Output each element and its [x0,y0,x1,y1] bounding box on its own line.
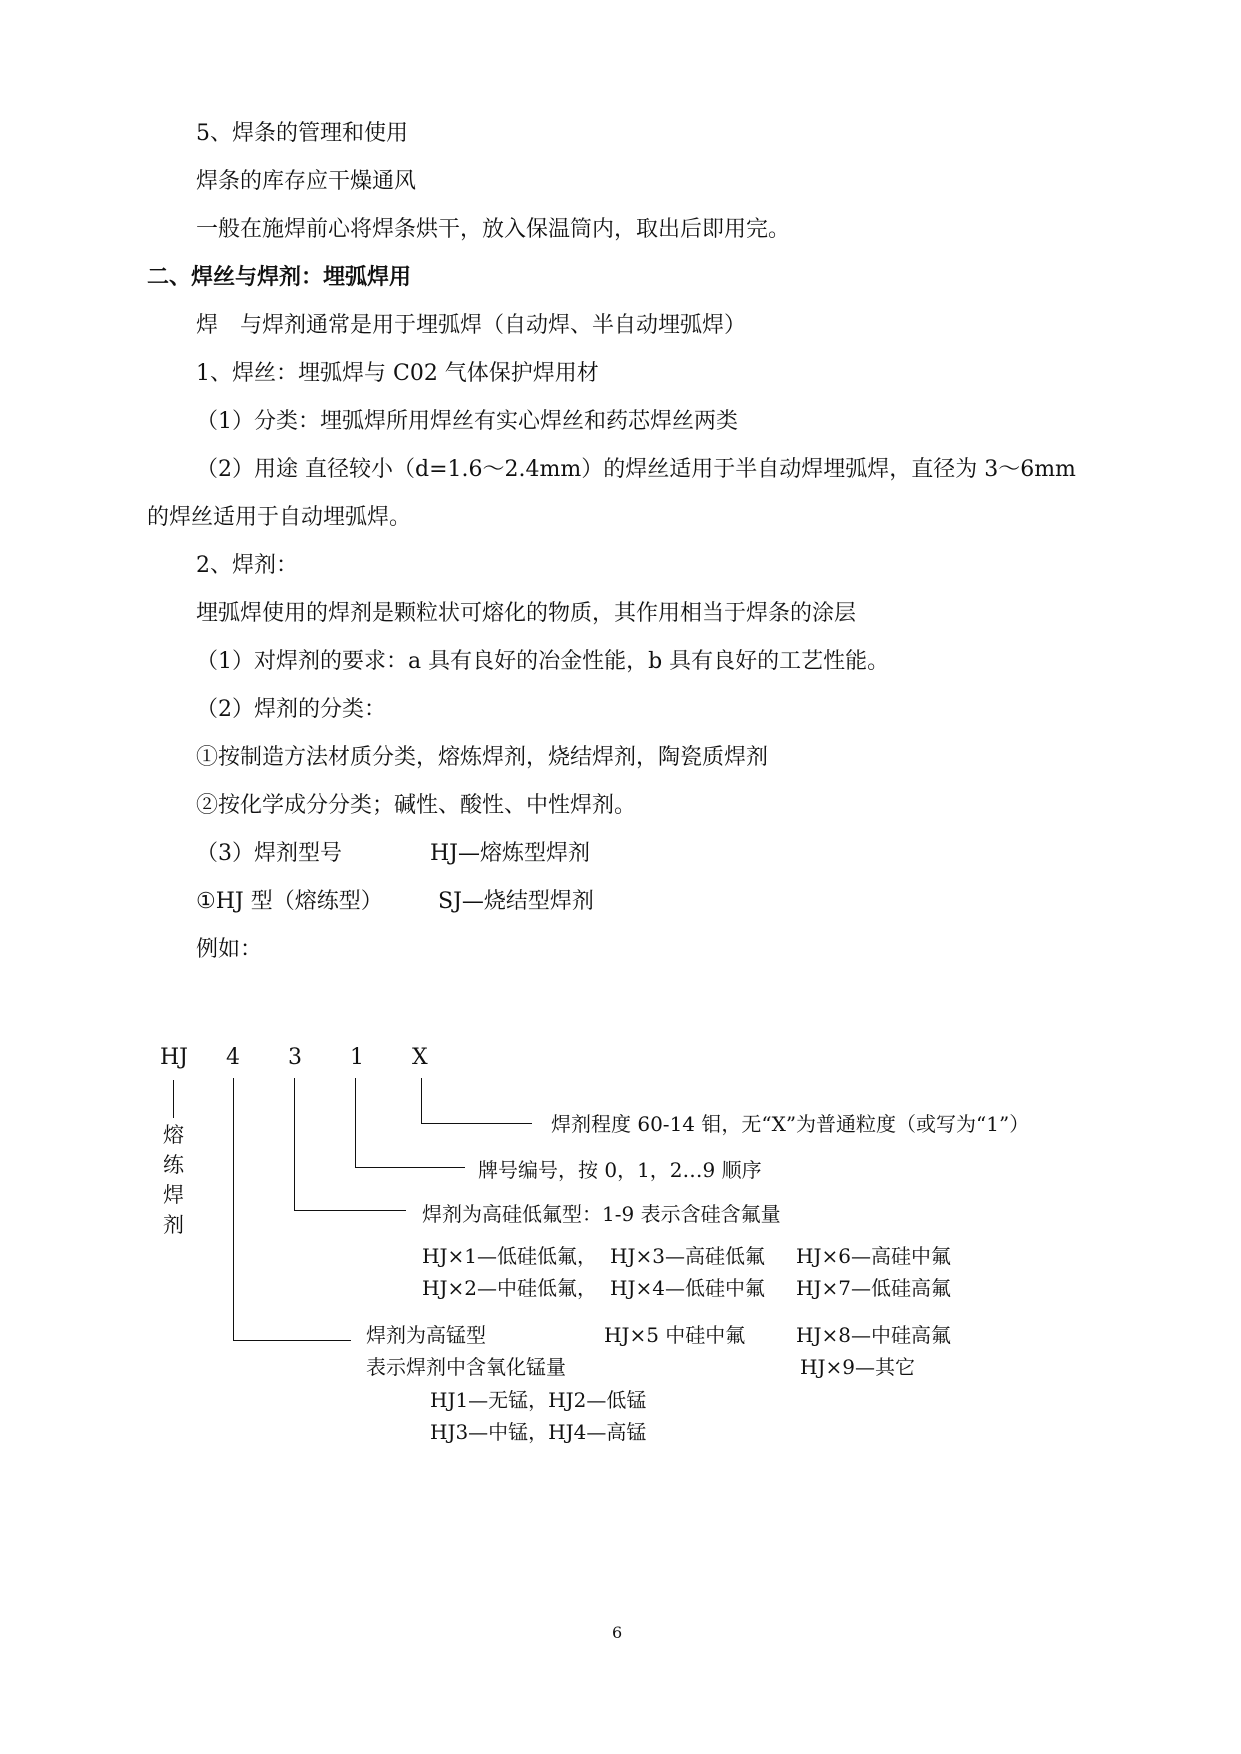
bracket-3-vertical [294,1078,295,1211]
digit4-description: 焊剂为高锰型 [366,1323,486,1347]
bracket-x-horizontal [421,1123,532,1124]
type-table-cell: HJ×3—高硅低氟 [610,1244,765,1268]
code-digit-3: 3 [288,1045,302,1070]
type-table-cell: HJ×1—低硅低氟， [422,1244,597,1268]
paragraph: ①按制造方法材质分类，熔炼焊剂，烧结焊剂，陶瓷质焊剂 [196,745,769,770]
code-digit-1: 1 [350,1045,364,1070]
digit3-description: 焊剂为高硅低氟型：1-9 表示含硅含氟量 [422,1202,781,1226]
vertical-label-char: 剂 [163,1213,184,1237]
paragraph: 2、焊剂： [196,553,298,578]
bracket-1-horizontal [355,1167,465,1168]
paragraph: （1）分类：埋弧焊所用焊丝有实心焊丝和药芯焊丝两类 [196,409,738,434]
paragraph: 焊 与焊剂通常是用于埋弧焊（自动焊、半自动埋弧焊） [196,313,747,338]
code-x: X [412,1045,428,1070]
paragraph: HJ—熔炼型焊剂 [430,841,591,866]
bracket-x-vertical [421,1078,422,1124]
code-digit-4: 4 [226,1045,240,1070]
bracket-3-horizontal [294,1210,406,1211]
vertical-label-char: 熔 [163,1123,184,1147]
bracket-1-vertical [355,1078,356,1168]
bracket-4-vertical [233,1078,234,1341]
vertical-label-char: 练 [163,1153,184,1177]
page-number: 6 [612,1623,623,1642]
code-hj: HJ [160,1045,189,1070]
type-table-cell: HJ×5 中硅中氟 [604,1323,746,1347]
paragraph: 的焊丝适用于自动埋弧焊。 [147,505,412,530]
paragraph: （2）焊剂的分类： [196,697,386,722]
paragraph: ②按化学成分分类；碱性、酸性、中性焊剂。 [196,793,637,818]
vertical-label-char: 焊 [163,1183,184,1207]
digit1-description: 牌号编号，按 0，1，2…9 顺序 [478,1158,762,1182]
type-table-cell: HJ×2—中硅低氟， [422,1276,597,1300]
paragraph: （1）对焊剂的要求：a 具有良好的冶金性能，b 具有良好的工艺性能。 [196,649,890,674]
type-table-cell: HJ×7—低硅高氟 [796,1276,951,1300]
paragraph: 焊条的库存应干燥通风 [196,169,417,194]
paragraph: 5、焊条的管理和使用 [196,121,408,146]
bracket-4-horizontal [233,1340,351,1341]
paragraph: 埋弧焊使用的焊剂是颗粒状可熔化的物质，其作用相当于焊条的涂层 [196,601,857,626]
hj-connector-line [173,1080,174,1118]
x-description: 焊剂程度 60-14 钼，无“X”为普通粒度（或写为“1”） [551,1112,1030,1136]
type-table-cell: HJ×8—中硅高氟 [796,1323,951,1347]
type-table-cell: HJ×9—其它 [800,1355,915,1379]
manganese-levels: HJ3—中锰，HJ4—高锰 [430,1420,647,1444]
section-heading: 二、焊丝与焊剂：埋弧焊用 [147,265,412,290]
type-table-cell: HJ×4—低硅中氟 [610,1276,765,1300]
paragraph: （3）焊剂型号 [196,841,342,866]
paragraph: 例如： [196,937,263,962]
paragraph: （2）用途 直径较小（d=1.6～2.4mm）的焊丝适用于半自动焊埋弧焊，直径为 3～6mm [196,457,1076,482]
digit4-description: 表示焊剂中含氧化锰量 [366,1355,566,1379]
paragraph: 一般在施焊前心将焊条烘干，放入保温筒内，取出后即用完。 [196,217,791,242]
paragraph: SJ—烧结型焊剂 [438,889,594,914]
paragraph: 1、焊丝：埋弧焊与 C02 气体保护焊用材 [196,361,599,386]
manganese-levels: HJ1—无锰，HJ2—低锰 [430,1388,647,1412]
paragraph: ①HJ 型（熔练型） [196,889,383,914]
type-table-cell: HJ×6—高硅中氟 [796,1244,951,1268]
